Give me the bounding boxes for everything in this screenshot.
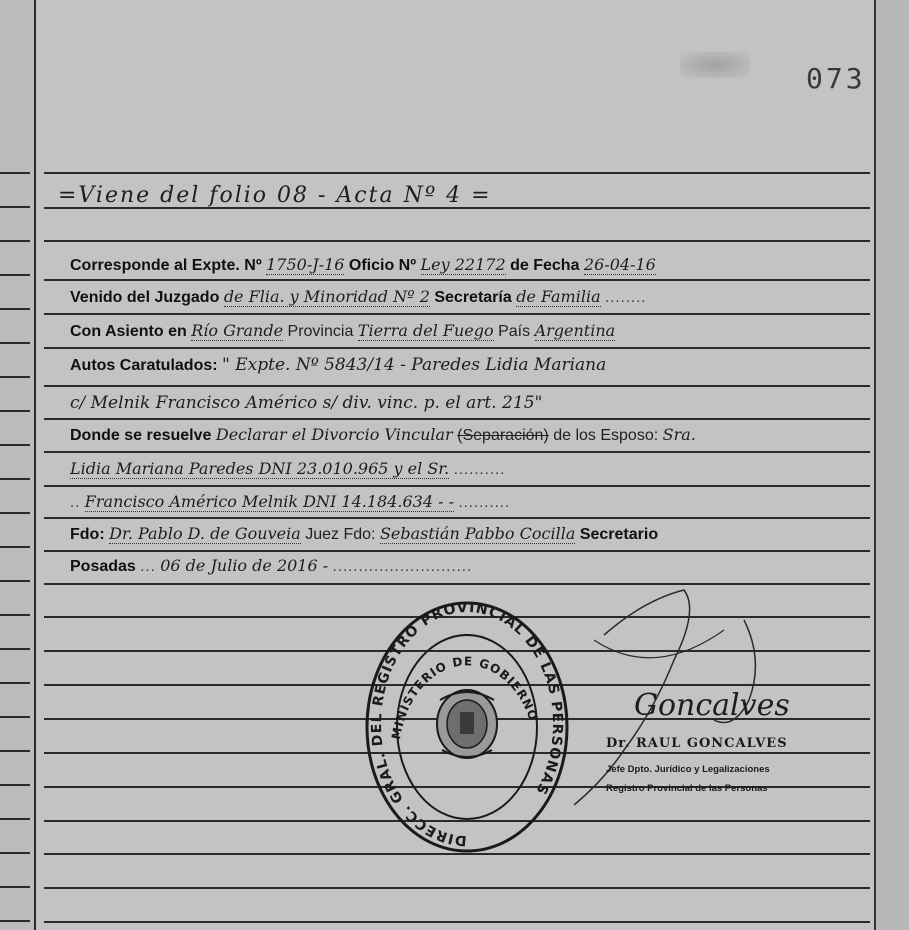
handwritten-header-note: =Viene del folio 08 - Acta Nº 4 =: [58, 183, 492, 208]
label-autos: Autos Caratulados:: [70, 357, 218, 374]
strip-line: [0, 784, 30, 786]
value-esposo: Francisco Américo Melnik DNI 14.184.634 - -: [84, 492, 454, 511]
value-juez: Dr. Pablo D. de Gouveia: [109, 524, 301, 543]
value-secretaria: de Familia: [516, 287, 601, 306]
form-row-autos-cont: [70, 393, 542, 413]
value-autos-cont: c/ Melnik Francisco Américo s/ div. vinc. p. el art. 215": [70, 393, 543, 413]
strip-line: [0, 750, 30, 752]
signatory-title-line2: Registro Provincial de las Personas: [606, 783, 768, 794]
strip-line: [0, 274, 30, 276]
strip-line: [0, 206, 30, 208]
strip-line: [0, 580, 30, 582]
value-esposa-prefix: Sra.: [662, 425, 696, 444]
strip-line: [0, 512, 30, 514]
value-secretario: Sebastián Pabbo Cocilla: [379, 524, 576, 543]
strip-line: [0, 920, 30, 922]
value-juzgado: de Flia. y Minoridad Nº 2: [223, 287, 430, 306]
ruled-line: [44, 485, 870, 487]
form-row-resuelve: [70, 425, 696, 445]
ruled-line: [44, 279, 870, 281]
label-juzgado: Venido del Juzgado: [70, 289, 220, 306]
signatory-title-line1: Jefe Dpto. Jurídico y Legalizaciones: [606, 764, 770, 775]
ruled-line: [44, 517, 870, 519]
coat-of-arms-icon: [437, 690, 497, 758]
signatory-name: Dr. RAUL GONCALVES: [606, 736, 788, 751]
strip-line: [0, 410, 30, 412]
folio-number: 073: [806, 62, 866, 95]
value-provincia: Tierra del Fuego: [357, 321, 494, 340]
strip-line: [0, 444, 30, 446]
strip-line: [0, 852, 30, 854]
struck-separacion: (Separación): [457, 427, 549, 444]
strip-line: [0, 886, 30, 888]
strip-line: [0, 546, 30, 548]
form-row-lugar-fecha: Posadas ... 06 de Julio de 2016 - ...........................: [70, 556, 473, 575]
label-juez-fdo: Juez Fdo:: [305, 526, 376, 543]
left-margin-strip: [0, 0, 36, 930]
ruled-line: [44, 347, 870, 349]
label-oficio: Oficio Nº: [348, 257, 417, 274]
official-seal: [364, 600, 570, 854]
strip-line: [0, 614, 30, 616]
form-row-firmas: [70, 524, 658, 544]
label-posadas: Posadas: [70, 558, 136, 575]
value-autos: " Expte. Nº 5843/14 - Paredes Lidia Mariana: [222, 355, 607, 375]
strip-line: [0, 648, 30, 650]
ruled-line: [44, 550, 870, 552]
strip-line: [0, 342, 30, 344]
ruled-line: [44, 240, 870, 242]
form-row-juzgado: Venido del Juzgado de Flia. y Minoridad Nº 2 Secretaría de Familia ........: [70, 287, 647, 306]
label-asiento: Con Asiento en: [70, 323, 187, 340]
strip-line: [0, 818, 30, 820]
strip-line: [0, 308, 30, 310]
seal-outer-text: DIRECC. GRAL. DEL REGISTRO PROVINCIAL DE LAS PERSONAS: [368, 600, 566, 849]
value-fecha: 26-04-16: [583, 255, 656, 274]
label-esposos: de los Esposo:: [553, 427, 659, 444]
right-page-edge: [874, 0, 909, 930]
signature-handwriting: Goncalves: [634, 688, 790, 723]
handwritten-signature: [564, 580, 824, 815]
label-provincia: Provincia: [287, 323, 354, 340]
strip-line: [0, 172, 30, 174]
label-fecha: de Fecha: [510, 257, 580, 274]
value-asiento: Río Grande: [191, 321, 284, 340]
form-row-esposo: .. Francisco Américo Melnik DNI 14.184.634 - - ..........: [70, 492, 511, 511]
ruled-line: [44, 313, 870, 315]
strip-line: [0, 478, 30, 480]
value-resuelve: Declarar el Divorcio Vincular: [215, 425, 453, 444]
strip-line: [0, 240, 30, 242]
value-pais: Argentina: [534, 321, 616, 340]
ruled-line: [44, 418, 870, 420]
label-secretaria: Secretaría: [434, 289, 512, 306]
ruled-line: [44, 385, 870, 387]
ruled-line: [44, 172, 870, 174]
value-expediente: 1750-J-16: [266, 255, 345, 274]
form-row-asiento: [70, 321, 615, 341]
label-expediente: Corresponde al Expte. Nº: [70, 257, 262, 274]
label-pais: País: [498, 323, 531, 340]
stamp-smudge: [680, 52, 750, 78]
label-resuelve: Donde se resuelve: [70, 427, 212, 444]
form-row-expediente: [70, 255, 656, 275]
ruled-line: [44, 887, 870, 889]
strip-line: [0, 716, 30, 718]
ruled-line: [44, 921, 870, 923]
label-secretario: Secretario: [579, 526, 659, 543]
form-row-autos: [70, 355, 606, 375]
strip-line: [0, 682, 30, 684]
label-fdo-juez: Fdo:: [70, 526, 105, 543]
value-lugar-fecha: 06 de Julio de 2016 -: [160, 556, 329, 575]
value-oficio: Ley 22172: [420, 255, 506, 274]
form-row-esposa: Lidia Mariana Paredes DNI 23.010.965 y el Sr. ..........: [70, 459, 506, 478]
seal-inner-text: MINISTERIO DE GOBIERNO: [389, 654, 541, 741]
ruled-line: [44, 451, 870, 453]
value-esposa: Lidia Mariana Paredes DNI 23.010.965 y el Sr.: [70, 459, 450, 478]
strip-line: [0, 376, 30, 378]
